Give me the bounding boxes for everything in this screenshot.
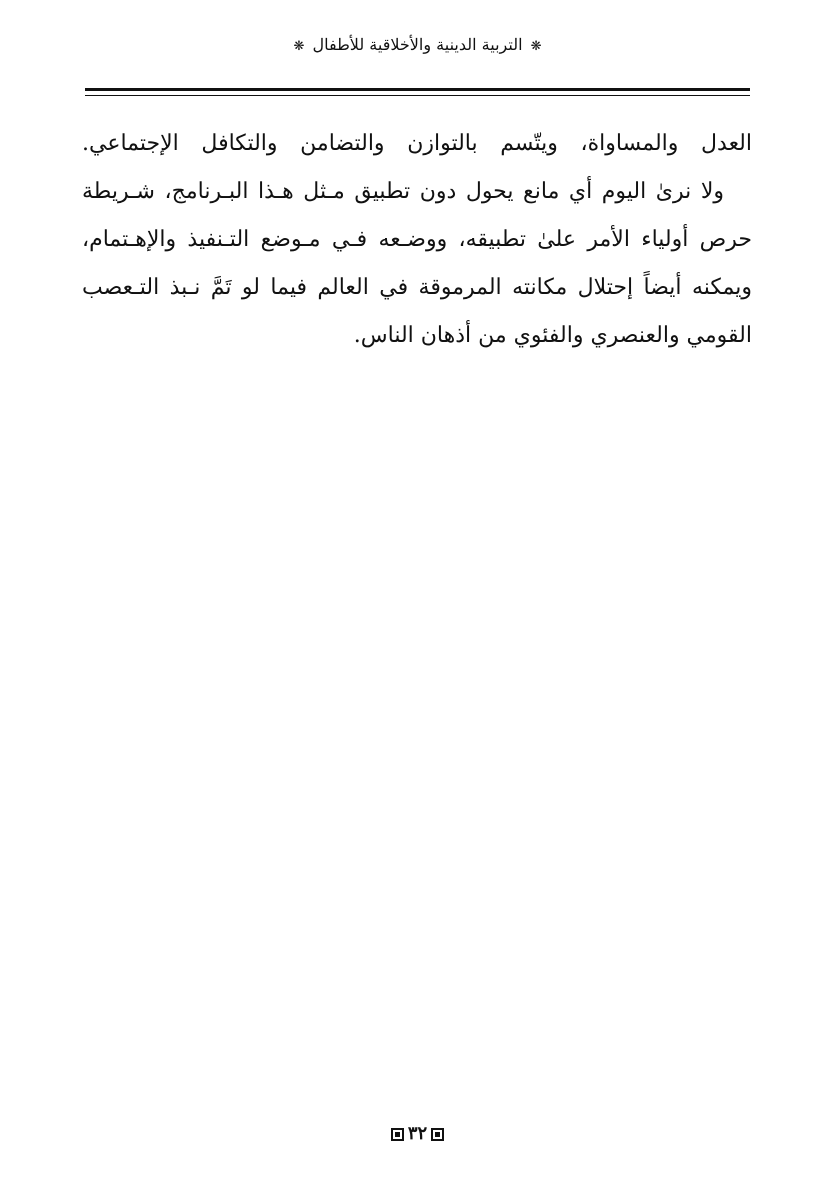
running-header-title: التربية الدينية والأخلاقية للأطفال bbox=[312, 35, 523, 54]
text-line: العدل والمساواة، ويتّسم بالتوازن والتضامن والتكافل الإجتماعي. bbox=[82, 131, 752, 156]
square-ornament-icon bbox=[391, 1128, 404, 1141]
text-line: القومي والعنصري والفئوي من أذهان الناس. bbox=[353, 323, 752, 348]
body-text bbox=[82, 120, 752, 360]
text-line: حرص أولياء الأمر علىٰ تطبيقه، ووضـعه فـي مـوضع التـنفيذ والإهـتمام، bbox=[82, 227, 752, 252]
text-line: ويمكنه أيضاً إحتلال مكانته المرموقة في العالم فيما لو تَمَّ نـبذ التـعصب bbox=[82, 275, 752, 300]
header-rule-thick bbox=[85, 88, 750, 91]
ornament-star-icon: ❋ bbox=[530, 39, 542, 54]
text-line: ولا نرىٰ اليوم أي مانع يحول دون تطبيق مـثل هـذا البـرنامج، شـريطة bbox=[82, 179, 724, 204]
running-header bbox=[85, 34, 750, 58]
page-number: ٣٢ bbox=[407, 1123, 428, 1144]
page-footer bbox=[0, 1122, 835, 1146]
square-ornament-icon bbox=[431, 1128, 444, 1141]
ornament-star-icon: ❋ bbox=[293, 39, 305, 54]
header-rule-thin bbox=[85, 95, 750, 96]
